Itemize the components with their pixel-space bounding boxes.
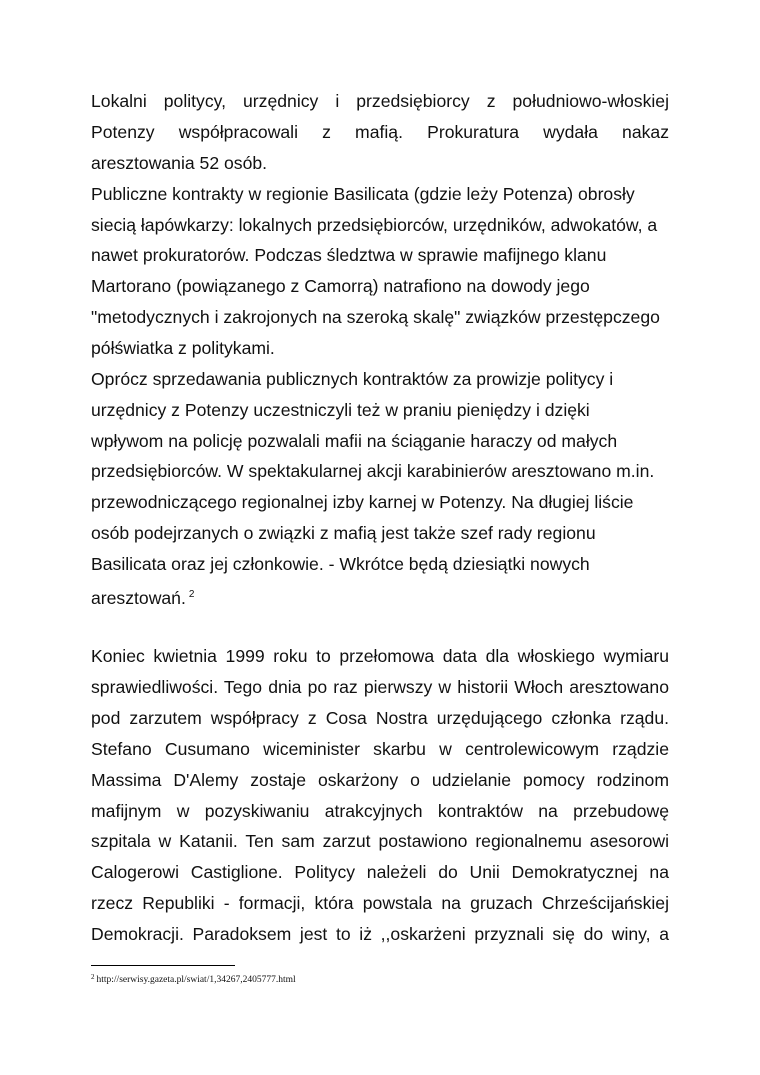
- text-line: Demokracji. Paradoksem jest to iż ,,oskarżeni przyznali się do winy, a: [91, 924, 669, 944]
- text-line: wpływom na policję pozwalali mafii na ściąganie haraczy od małych: [91, 431, 618, 451]
- footnote-separator: [91, 965, 235, 966]
- text-line: Massima D'Alemy zostaje oskarżony o udzielanie pomocy rodzinom: [91, 770, 669, 790]
- text-line: Basilicata oraz jej członkowie. - Wkrótce będą dziesiątki nowych: [91, 554, 590, 574]
- text-line: Oprócz sprzedawania publicznych kontraktów za prowizje politycy i: [91, 369, 614, 389]
- text-line: mafijnym w pozyskiwaniu atrakcyjnych kontraktów na przebudowę: [91, 801, 669, 821]
- text-line: osób podejrzanych o związki z mafią jest także szef rady regionu: [91, 523, 596, 543]
- text-line: przewodniczącego regionalnej izby karnej w Potenzy. Na długiej liście: [91, 492, 634, 512]
- text-line: przedsiębiorców. W spektakularnej akcji karabinierów aresztowano m.in.: [91, 461, 655, 481]
- text-line: aresztowania 52 osób.: [91, 153, 268, 173]
- text-line: Lokalni politycy, urzędnicy i przedsiębiorcy z południowo-włoskiej: [91, 91, 669, 111]
- footnote-number: 2: [91, 973, 95, 981]
- text-line: Potenzy współpracowali z mafią. Prokuratura wydała nakaz: [91, 122, 669, 142]
- text-line: półświatka z politykami.: [91, 338, 275, 358]
- text-line: "metodycznych i zakrojonych na szeroką skalę" związków przestępczego: [91, 307, 660, 327]
- text-line: urzędnicy z Potenzy uczestniczyli też w praniu pieniędzy i dzięki: [91, 400, 590, 420]
- footnote: [91, 971, 296, 986]
- text-line: sprawiedliwości. Tego dnia po raz pierwszy w historii Włoch aresztowano: [91, 677, 669, 697]
- footnote-reference[interactable]: 2: [188, 589, 195, 600]
- text-line: Calogerowi Castiglione. Politycy należeli do Unii Demokratycznej na: [91, 862, 669, 882]
- footnote-link[interactable]: http://serwisy.gazeta.pl/swiat/1,34267,2405777.html: [96, 975, 296, 985]
- text-line: aresztowań.: [91, 588, 186, 608]
- text-line-with-footnote: [91, 585, 669, 608]
- text-line: Stefano Cusumano wiceminister skarbu w centrolewicowym rządzie: [91, 739, 669, 759]
- text-line: Publiczne kontrakty w regionie Basilicata (gdzie leży Potenza) obrosły: [91, 184, 635, 204]
- text-line: Martorano (powiązanego z Camorrą) natrafiono na dowody jego: [91, 276, 590, 296]
- text-line: siecią łapówkarzy: lokalnych przedsiębiorców, urzędników, adwokatów, a: [91, 215, 658, 235]
- text-line: rzecz Republiki - formacji, która powstala na gruzach Chrześcijańskiej: [91, 893, 669, 913]
- text-line: pod zarzutem współpracy z Cosa Nostra urzędującego członka rządu.: [91, 708, 669, 728]
- text-line: Koniec kwietnia 1999 roku to przełomowa data dla włoskiego wymiaru: [91, 646, 669, 666]
- text-line: szpitala w Katanii. Ten sam zarzut postawiono regionalnemu asesorowi: [91, 831, 669, 851]
- text-line: nawet prokuratorów. Podczas śledztwa w sprawie mafijnego klanu: [91, 245, 607, 265]
